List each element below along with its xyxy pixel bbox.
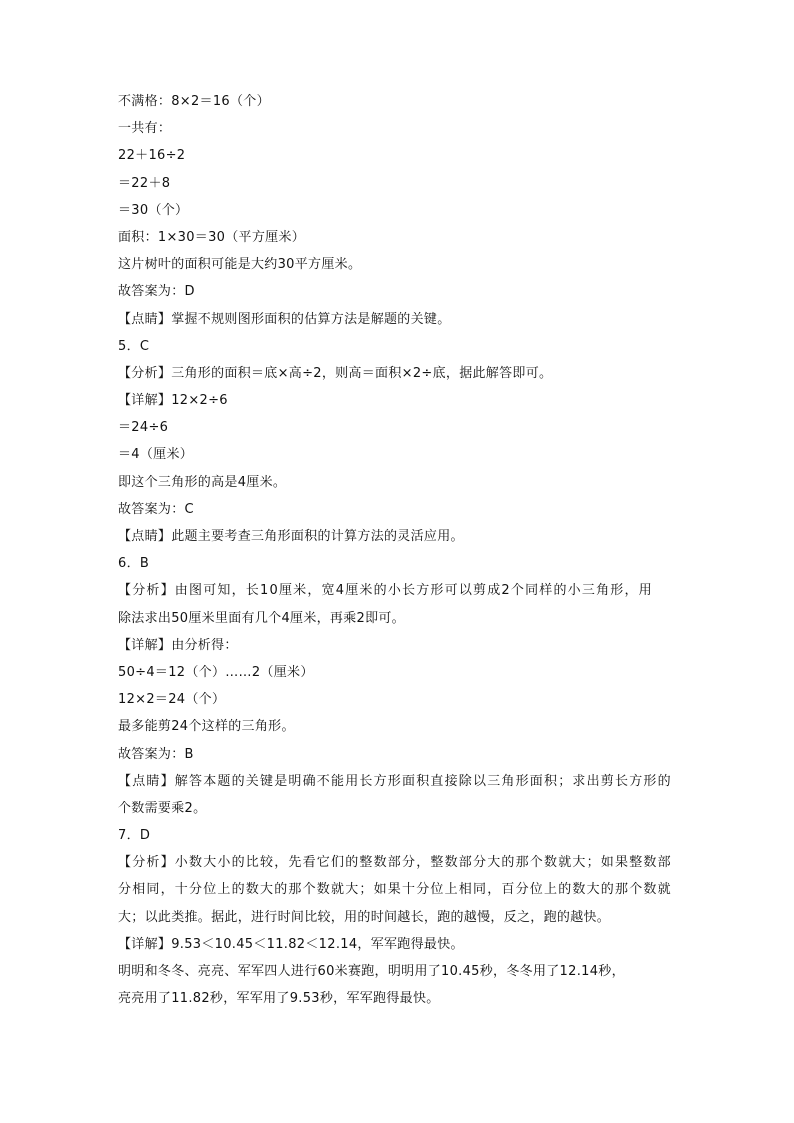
text-line: ＝4（厘米） bbox=[118, 447, 194, 463]
detail-line: 【详解】由分析得： bbox=[118, 637, 238, 653]
analysis-line: 【分析】三角形的面积＝底×高÷2，则高＝面积×2÷底，据此解答即可。 bbox=[118, 365, 553, 381]
answer-line: 故答案为：B bbox=[118, 746, 194, 762]
text-line: 不满格：8×2＝16（个） bbox=[118, 94, 270, 109]
solution-text bbox=[118, 88, 678, 1012]
text-line: 分相同，十分位上的数大的那个数就大；如果十分位上相同，百分位上的数大的那个数就 bbox=[118, 882, 672, 898]
text-line: 即这个三角形的高是4厘米。 bbox=[118, 474, 287, 490]
text-line: ＝24÷6 bbox=[118, 420, 169, 436]
text-line: ＝30（个） bbox=[118, 202, 189, 218]
text-line: 亮亮用了11.82秒，军军用了9.53秒，军军跑得最快。 bbox=[118, 991, 440, 1007]
analysis-line: 【分析】由图可知，长10厘米，宽4厘米的小长方形可以剪成2个同样的小三角形，用 bbox=[118, 583, 653, 599]
question-number: 6．B bbox=[118, 556, 150, 572]
answer-line: 故答案为：D bbox=[118, 284, 195, 300]
comment-line: 【点睛】此题主要考查三角形面积的计算方法的灵活应用。 bbox=[118, 529, 464, 544]
text-line: 50÷4＝12（个）……2（厘米） bbox=[118, 664, 314, 680]
answer-line: 故答案为：C bbox=[118, 501, 194, 517]
detail-line: 【详解】9.53＜10.45＜11.82＜12.14，军军跑得最快。 bbox=[118, 936, 464, 952]
text-line: 面积：1×30＝30（平方厘米） bbox=[118, 229, 306, 245]
text-line: 个数需要乘2。 bbox=[118, 800, 207, 816]
detail-line: 【详解】12×2÷6 bbox=[118, 393, 228, 409]
text-line: 这片树叶的面积可能是大约30平方厘米。 bbox=[118, 257, 362, 273]
text-line: 12×2＝24（个） bbox=[118, 692, 226, 708]
comment-line: 【点睛】掌握不规则图形面积的估算方法是解题的关键。 bbox=[118, 311, 451, 327]
text-line: 22＋16÷2 bbox=[118, 148, 186, 164]
text-line: ＝22＋8 bbox=[118, 175, 171, 191]
text-line: 除法求出50厘米里面有几个4厘米，再乘2即可。 bbox=[118, 610, 405, 626]
analysis-line: 【分析】小数大小的比较，先看它们的整数部分，整数部分大的那个数就大；如果整数部 bbox=[118, 855, 672, 871]
comment-line: 【点睛】解答本题的关键是明确不能用长方形面积直接除以三角形面积；求出剪长方形的 bbox=[118, 773, 672, 789]
text-line: 大；以此类推。据此，进行时间比较，用的时间越长，跑的越慢，反之，跑的越快。 bbox=[118, 909, 611, 925]
text-line: 最多能剪24个这样的三角形。 bbox=[118, 719, 295, 735]
text-line: 明明和冬冬、亮亮、军军四人进行60米赛跑，明明用了10.45秒，冬冬用了12.14秒， bbox=[118, 964, 625, 979]
question-number: 5．C bbox=[118, 338, 150, 354]
question-number: 7．D bbox=[118, 828, 151, 844]
text-line: 一共有： bbox=[118, 121, 172, 137]
